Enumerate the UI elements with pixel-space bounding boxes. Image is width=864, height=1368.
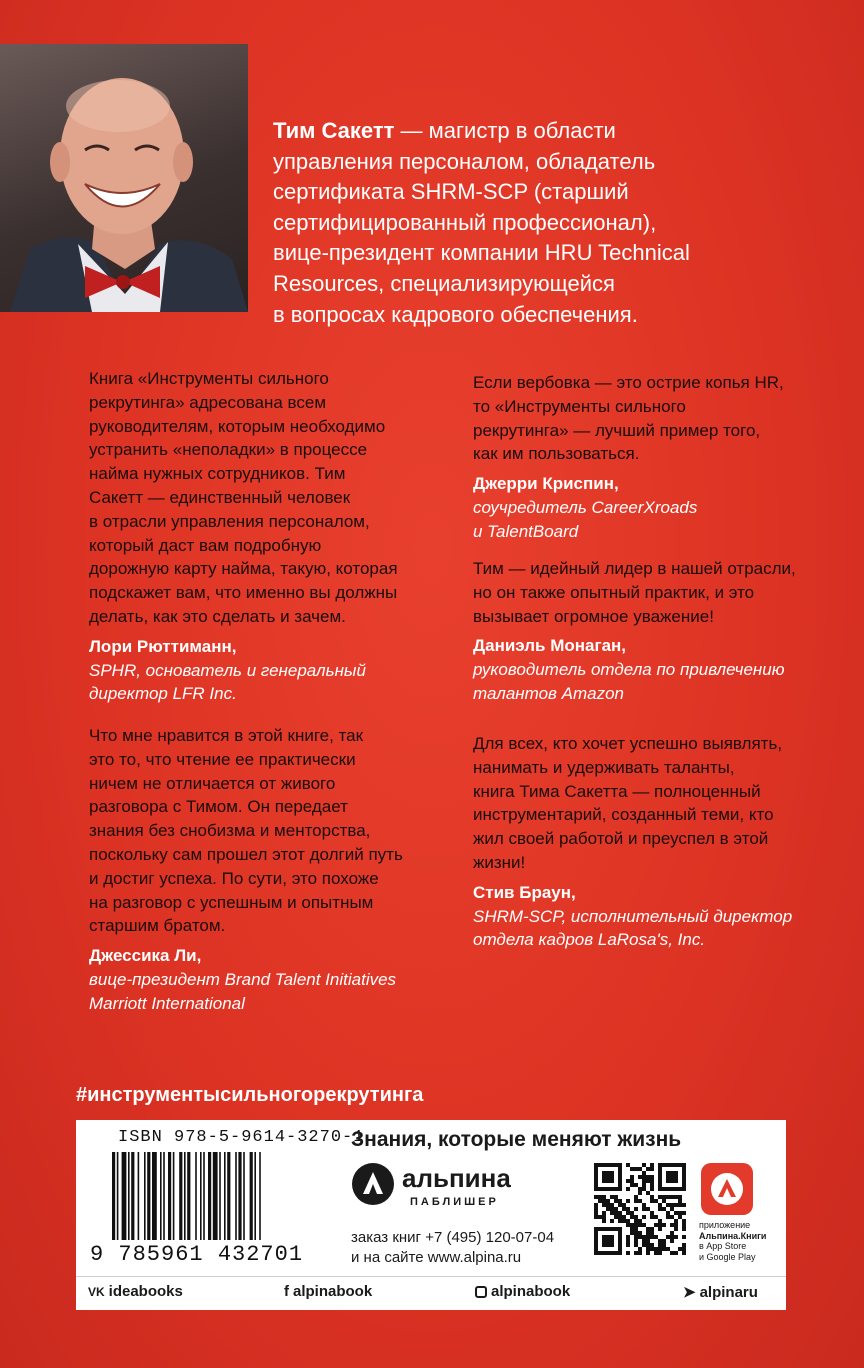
order-info: заказ книг +7 (495) 120-07-04 и на сайте www.alpina.ru	[351, 1229, 555, 1266]
review-text: Если вербовка — это острие копья HR, то «Инструменты сильного рекрутинга» — лучший пример того, как им пользоваться.	[473, 373, 784, 464]
reviewer-name: Даниэль Монаган,	[473, 636, 627, 656]
social-facebook[interactable]: f alpinabook	[284, 1283, 373, 1300]
review-text: Тим — идейный лидер в нашей отрасли, но он также опытный практик, и это вызывает огромное уважение!	[473, 559, 796, 626]
review-text: Для всех, кто хочет успешно выявлять, нанимать и удерживать таланты, книга Тима Сакетта — полноценный инструментарий, созданный теми, кто жил своей работой и преуспел в этой жизни!	[473, 734, 783, 872]
reviewer-role: вице-президент Brand Talent Initiatives Marriott International	[89, 969, 397, 1013]
author-photo	[0, 44, 248, 312]
reviewer-name: Джерри Криспин,	[473, 474, 619, 494]
review-right-3	[473, 732, 833, 952]
tagline: Знания, которые меняют жизнь	[351, 1128, 682, 1151]
review-right-1	[473, 371, 833, 544]
isbn-label: ISBN 978-5-9614-3270-1	[118, 1128, 365, 1147]
app-store-text: приложение Альпина.Книги в App Store и Google Play	[699, 1220, 767, 1262]
reviewer-role: соучредитель CareerXroads и TalentBoard	[473, 497, 698, 541]
author-name: Тим Сакетт	[273, 118, 395, 143]
review-left-1	[89, 367, 449, 706]
review-text: Что мне нравится в этой книге, так это то, что чтение ее практически ничем не отличается от живого разговора с Тимом. Он передает знания без снобизма и менторства, поскольку сам прошел этот долгий путь и достиг успеха. По сути, это похоже на разговор с успешным и опытным старшим братом.	[89, 726, 403, 936]
isbn-digits: 9 785961 432701	[90, 1242, 304, 1267]
instagram-icon	[475, 1286, 487, 1298]
vk-icon: VK	[88, 1284, 105, 1299]
reviewer-name: Лори Рюттиманн,	[89, 636, 237, 656]
app-icon	[701, 1163, 753, 1215]
reviewer-name: Стив Браун,	[473, 882, 576, 902]
reviewer-role: SHRM-SCP, исполнительный директор отдела кадров LaRosa's, Inc.	[473, 906, 793, 950]
telegram-icon: ➤	[683, 1284, 696, 1301]
barcode	[112, 1152, 312, 1240]
reviewer-name: Джессика Ли,	[89, 946, 202, 966]
social-instagram[interactable]: alpinabook	[475, 1283, 570, 1300]
publisher-sub: ПАБЛИШЕР	[410, 1196, 499, 1208]
publisher-name: альпина	[402, 1163, 511, 1193]
divider	[76, 1276, 786, 1277]
social-vk[interactable]: VK ideabooks	[88, 1283, 183, 1300]
hashtag: #инструментысильногорекрутинга	[76, 1084, 424, 1106]
facebook-icon: f	[284, 1283, 289, 1300]
qr-code-icon	[594, 1163, 686, 1255]
reviewer-role: руководитель отдела по привлечению талантов Amazon	[473, 660, 785, 703]
review-text: Книга «Инструменты сильного рекрутинга» адресована всем руководителям, которым необходимо устранить «неполадки» в процессе найма нужных сотрудников. Тим Сакетт — единственный человек в отрасли управления персоналом, который даст вам подробную дорожную карту найма, такую, которая подскажет вам, что именно вы должны делать, как это сделать и зачем.	[89, 369, 398, 626]
alpina-logo-icon	[351, 1162, 395, 1206]
reviewer-role: SPHR, основатель и генеральный директор LFR Inc.	[89, 660, 366, 704]
social-telegram[interactable]: ➤ alpinaru	[683, 1283, 758, 1301]
review-right-2	[473, 557, 833, 706]
review-left-2	[89, 724, 449, 1016]
author-bio: Тим Сакетт — магистр в области управления персоналом, обладатель сертификата SHRM-SCP (старший сертифицированный профессионал), вице-президент компании HRU Technical Resources, специализирующейся в вопросах кадрового обеспечения.	[273, 118, 690, 327]
